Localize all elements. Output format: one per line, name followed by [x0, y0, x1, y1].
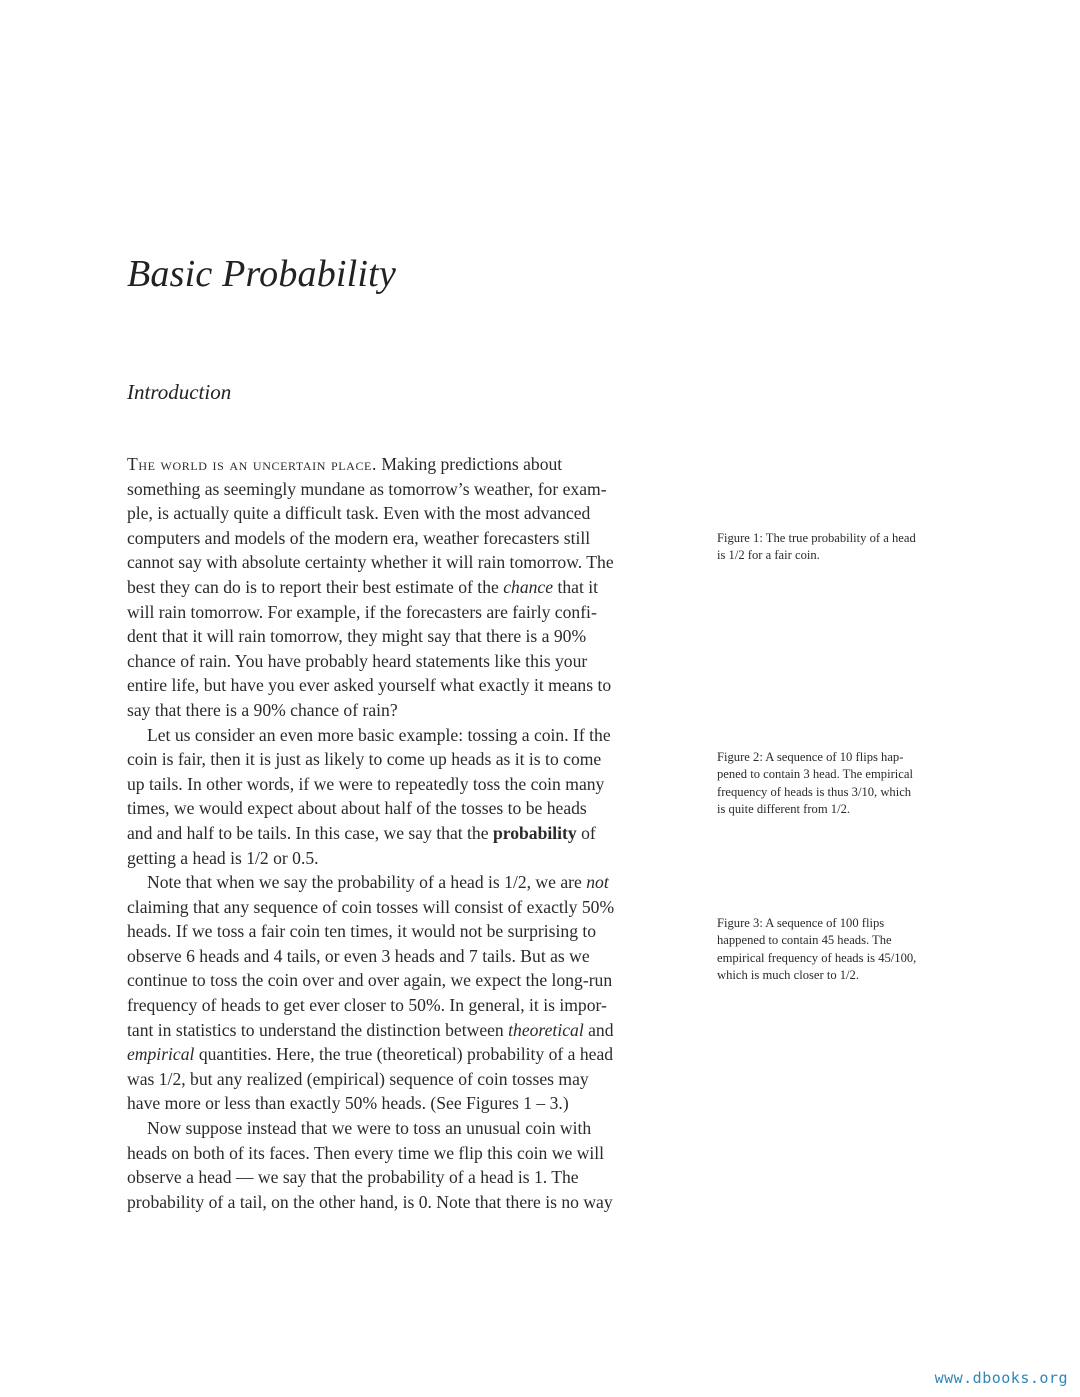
bold-term-probability: probability	[492, 822, 577, 843]
text-line	[127, 452, 687, 477]
text-line: coin is fair, then it is just as likely to come up heads as it is to come	[127, 749, 602, 770]
text-line: ple, is actually quite a difficult task. Even with the most advanced	[127, 503, 591, 524]
text-span: quantities. Here, the true (theoretical) probability of a head	[194, 1044, 614, 1065]
text-line: continue to toss the coin over and over again, we expect the long-run	[127, 970, 613, 991]
paragraph-3	[127, 870, 687, 1116]
text-line: heads on both of its faces. Then every time we flip this coin we will	[127, 1142, 605, 1163]
text-line: say that there is a 90% chance of rain?	[127, 699, 398, 720]
section-title: Introduction	[127, 380, 232, 404]
text-line: computers and models of the modern era, weather forecasters still	[127, 527, 591, 548]
main-text	[127, 452, 687, 1214]
watermark-link[interactable]: www.dbooks.org	[934, 1369, 1068, 1387]
text-line	[127, 1018, 687, 1043]
text-line: chance of rain. You have probably heard statements like this your	[127, 650, 588, 671]
text-line: was 1/2, but any realized (empirical) sequence of coin tosses may	[127, 1068, 589, 1089]
text-line: observe a head — we say that the probability of a head is 1. The	[127, 1167, 579, 1188]
caption-line: Figure 2: A sequence of 10 flips hap-	[717, 750, 904, 764]
paragraph-1	[127, 452, 687, 723]
text-line: entire life, but have you ever asked yourself what exactly it means to	[127, 675, 612, 696]
text-line	[127, 821, 687, 846]
text-line: dent that it will rain tomorrow, they might say that there is a 90%	[127, 626, 587, 647]
text-line: will rain tomorrow. For example, if the forecasters are fairly confi-	[127, 601, 597, 622]
text-line: claiming that any sequence of coin tosses will consist of exactly 50%	[127, 896, 615, 917]
text-span: and	[583, 1019, 614, 1040]
caption-line: pened to contain 3 head. The empirical	[717, 767, 913, 782]
text-span: and and half to be tails. In this case, we say that the	[127, 822, 493, 843]
text-line: times, we would expect about about half of the tosses to be heads	[127, 798, 587, 819]
paragraph-4	[127, 1116, 687, 1214]
caption-line: which is much closer to 1/2.	[717, 968, 860, 983]
caption-line: is 1/2 for a fair coin.	[717, 548, 820, 563]
text-line: up tails. In other words, if we were to repeatedly toss the coin many	[127, 773, 605, 794]
caption-line: frequency of heads is thus 3/10, which	[717, 784, 912, 799]
paragraph-2	[127, 723, 687, 871]
caption-line: happened to contain 45 heads. The	[717, 933, 892, 948]
text-line: observe 6 heads and 4 tails, or even 3 heads and 7 tails. But as we	[127, 945, 590, 966]
text-line: probability of a tail, on the other hand, is 0. Note that there is no way	[127, 1191, 613, 1212]
figure-3-caption	[717, 915, 987, 985]
text-span: Note that when we say the probability of a head is 1/2, we are	[147, 872, 587, 893]
text-span: Making predictions about	[376, 454, 563, 474]
text-span: of	[576, 822, 596, 843]
emphasis-theoretical: theoretical	[508, 1019, 584, 1040]
caption-line: is quite different from 1/2.	[717, 802, 851, 817]
text-line: have more or less than exactly 50% heads. (See Figures 1 – 3.)	[127, 1093, 569, 1114]
text-line: Let us consider an even more basic example: tossing a coin. If the	[147, 724, 611, 745]
text-line	[127, 870, 687, 895]
caption-line: Figure 3: A sequence of 100 flips	[717, 916, 885, 930]
text-span: best they can do is to report their best estimate of the	[127, 576, 504, 597]
text-line: cannot say with absolute certainty whether it will rain tomorrow. The	[127, 552, 614, 573]
text-line: Now suppose instead that we were to toss an unusual coin with	[147, 1118, 592, 1139]
text-line: frequency of heads to get ever closer to 50%. In general, it is impor-	[127, 995, 607, 1016]
caption-line: empirical frequency of heads is 45/100,	[717, 950, 917, 965]
chapter-title: Basic Probability	[127, 253, 397, 295]
text-line: something as seemingly mundane as tomorrow’s weather, for exam-	[127, 478, 607, 499]
text-line	[127, 1042, 687, 1067]
figure-1-caption	[717, 530, 987, 565]
figure-2-caption	[717, 749, 987, 819]
caption-line: Figure 1: The true probability of a head	[717, 531, 916, 545]
text-line	[127, 575, 687, 600]
text-span: tant in statistics to understand the distinction between	[127, 1019, 509, 1040]
text-line: getting a head is 1/2 or 0.5.	[127, 847, 319, 868]
emphasis-chance: chance	[503, 576, 554, 597]
lead-in-small-caps: The world is an uncertain place.	[127, 454, 377, 474]
text-line: heads. If we toss a fair coin ten times, it would not be surprising to	[127, 921, 597, 942]
text-span: that it	[553, 576, 599, 597]
emphasis-not: not	[586, 872, 609, 893]
emphasis-empirical: empirical	[127, 1044, 195, 1065]
